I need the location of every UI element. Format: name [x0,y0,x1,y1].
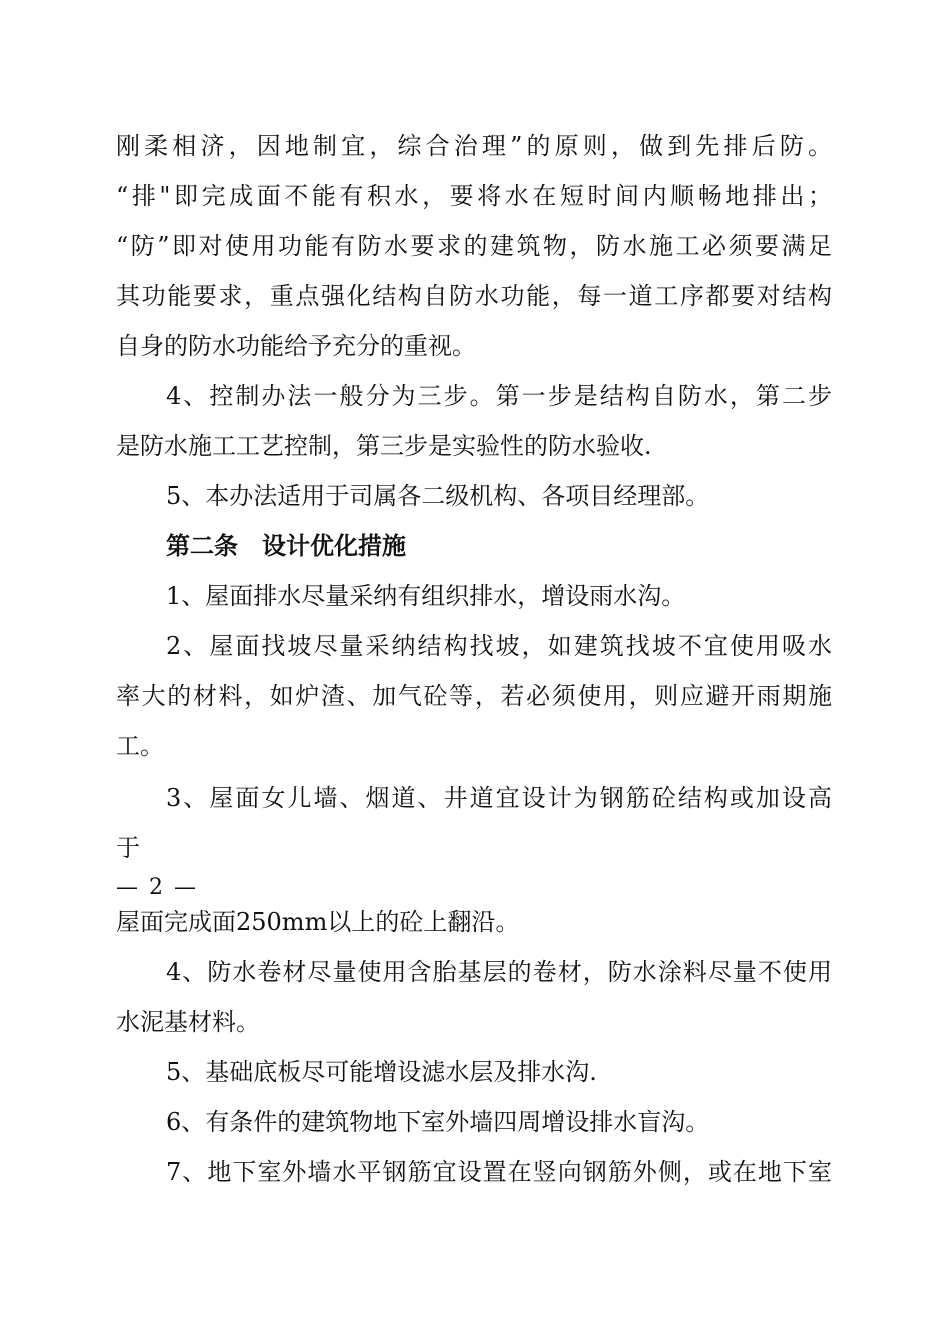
page-number: — 2 — [116,875,198,900]
paragraph-start-line: 3、屋面女儿墙、烟道、井道宜设计为钢筋砼结构或加设高 [166,784,832,812]
paragraph-start-line: 7、地下室外墙水平钢筋宜设置在竖向钢筋外侧，或在地下室 [166,1158,832,1186]
body-text-line: 刚柔相济，因地制宜，综合治理”的原则，做到先排后防。 [116,132,832,160]
body-text-line: “排"即完成面不能有积水，要将水在短时间内顺畅地排出； [116,182,832,210]
paragraph-start-line: 4、控制办法一般分为三步。第一步是结构自防水，第二步 [166,382,832,410]
body-text-line: 屋面完成面250mm以上的砼上翻沿。 [116,908,520,936]
body-text-line: 水泥基材料。 [116,1008,260,1036]
body-text-line: 自身的防水功能给予充分的重视。 [116,332,476,360]
paragraph-start-line: 6、有条件的建筑物地下室外墙四周增设排水盲沟。 [166,1108,710,1136]
body-text-line: 于 [116,834,140,862]
paragraph-start-line: 5、基础底板尽可能增设滤水层及排水沟. [166,1058,597,1086]
body-text-line: “防”即对使用功能有防水要求的建筑物，防水施工必须要满足 [116,232,832,260]
section-heading: 第二条 设计优化措施 [166,532,406,560]
body-text-line: 工。 [116,732,164,760]
body-text-line: 是防水施工工艺控制，第三步是实验性的防水验收. [116,432,652,460]
body-text-line: 其功能要求，重点强化结构自防水功能，每一道工序都要对结构 [116,282,832,310]
body-text-line: 率大的材料，如炉渣、加气砼等，若必须使用，则应避开雨期施 [116,682,832,710]
paragraph-start-line: 4、防水卷材尽量使用含胎基层的卷材，防水涂料尽量不使用 [166,958,832,986]
paragraph-start-line: 5、本办法适用于司属各二级机构、各项目经理部。 [166,482,710,510]
paragraph-start-line: 1、屋面排水尽量采纳有组织排水，增设雨水沟。 [166,582,686,610]
paragraph-start-line: 2、屋面找坡尽量采纳结构找坡，如建筑找坡不宜使用吸水 [166,632,832,660]
